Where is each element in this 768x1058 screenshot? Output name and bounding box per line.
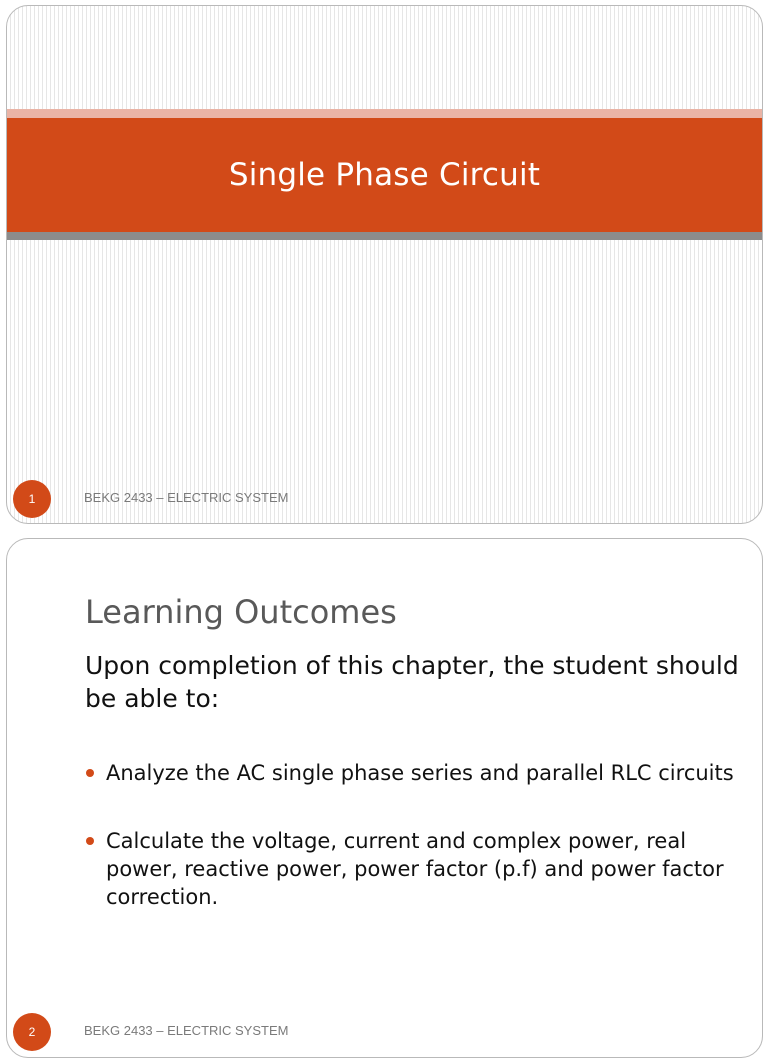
bullet-dot-icon <box>86 769 94 777</box>
slide-heading: Learning Outcomes <box>85 593 397 631</box>
title-slide <box>6 5 763 524</box>
list-item <box>85 827 735 911</box>
list-item-text: Calculate the voltage, current and complex power, real power, reactive power, power factor (p.f) and power factor correction. <box>106 829 724 909</box>
bullet-dot-icon <box>86 837 94 845</box>
list-item <box>85 759 735 787</box>
page-number-badge: 2 <box>13 1013 51 1051</box>
page-number-badge: 1 <box>13 480 51 518</box>
intro-text: Upon completion of this chapter, the student should be able to: <box>85 651 739 713</box>
list-item-text: Analyze the AC single phase series and parallel RLC circuits <box>106 761 734 785</box>
learning-outcomes-slide <box>6 538 763 1058</box>
title-band <box>7 118 762 232</box>
title-band-top-stripe <box>7 109 762 118</box>
title-band-bottom-stripe <box>7 232 762 240</box>
slide-footer: BEKG 2433 – ELECTRIC SYSTEM <box>84 490 289 505</box>
slide-title: Single Phase Circuit <box>228 157 541 193</box>
slide-footer: BEKG 2433 – ELECTRIC SYSTEM <box>84 1023 289 1038</box>
outcomes-list <box>85 759 735 951</box>
